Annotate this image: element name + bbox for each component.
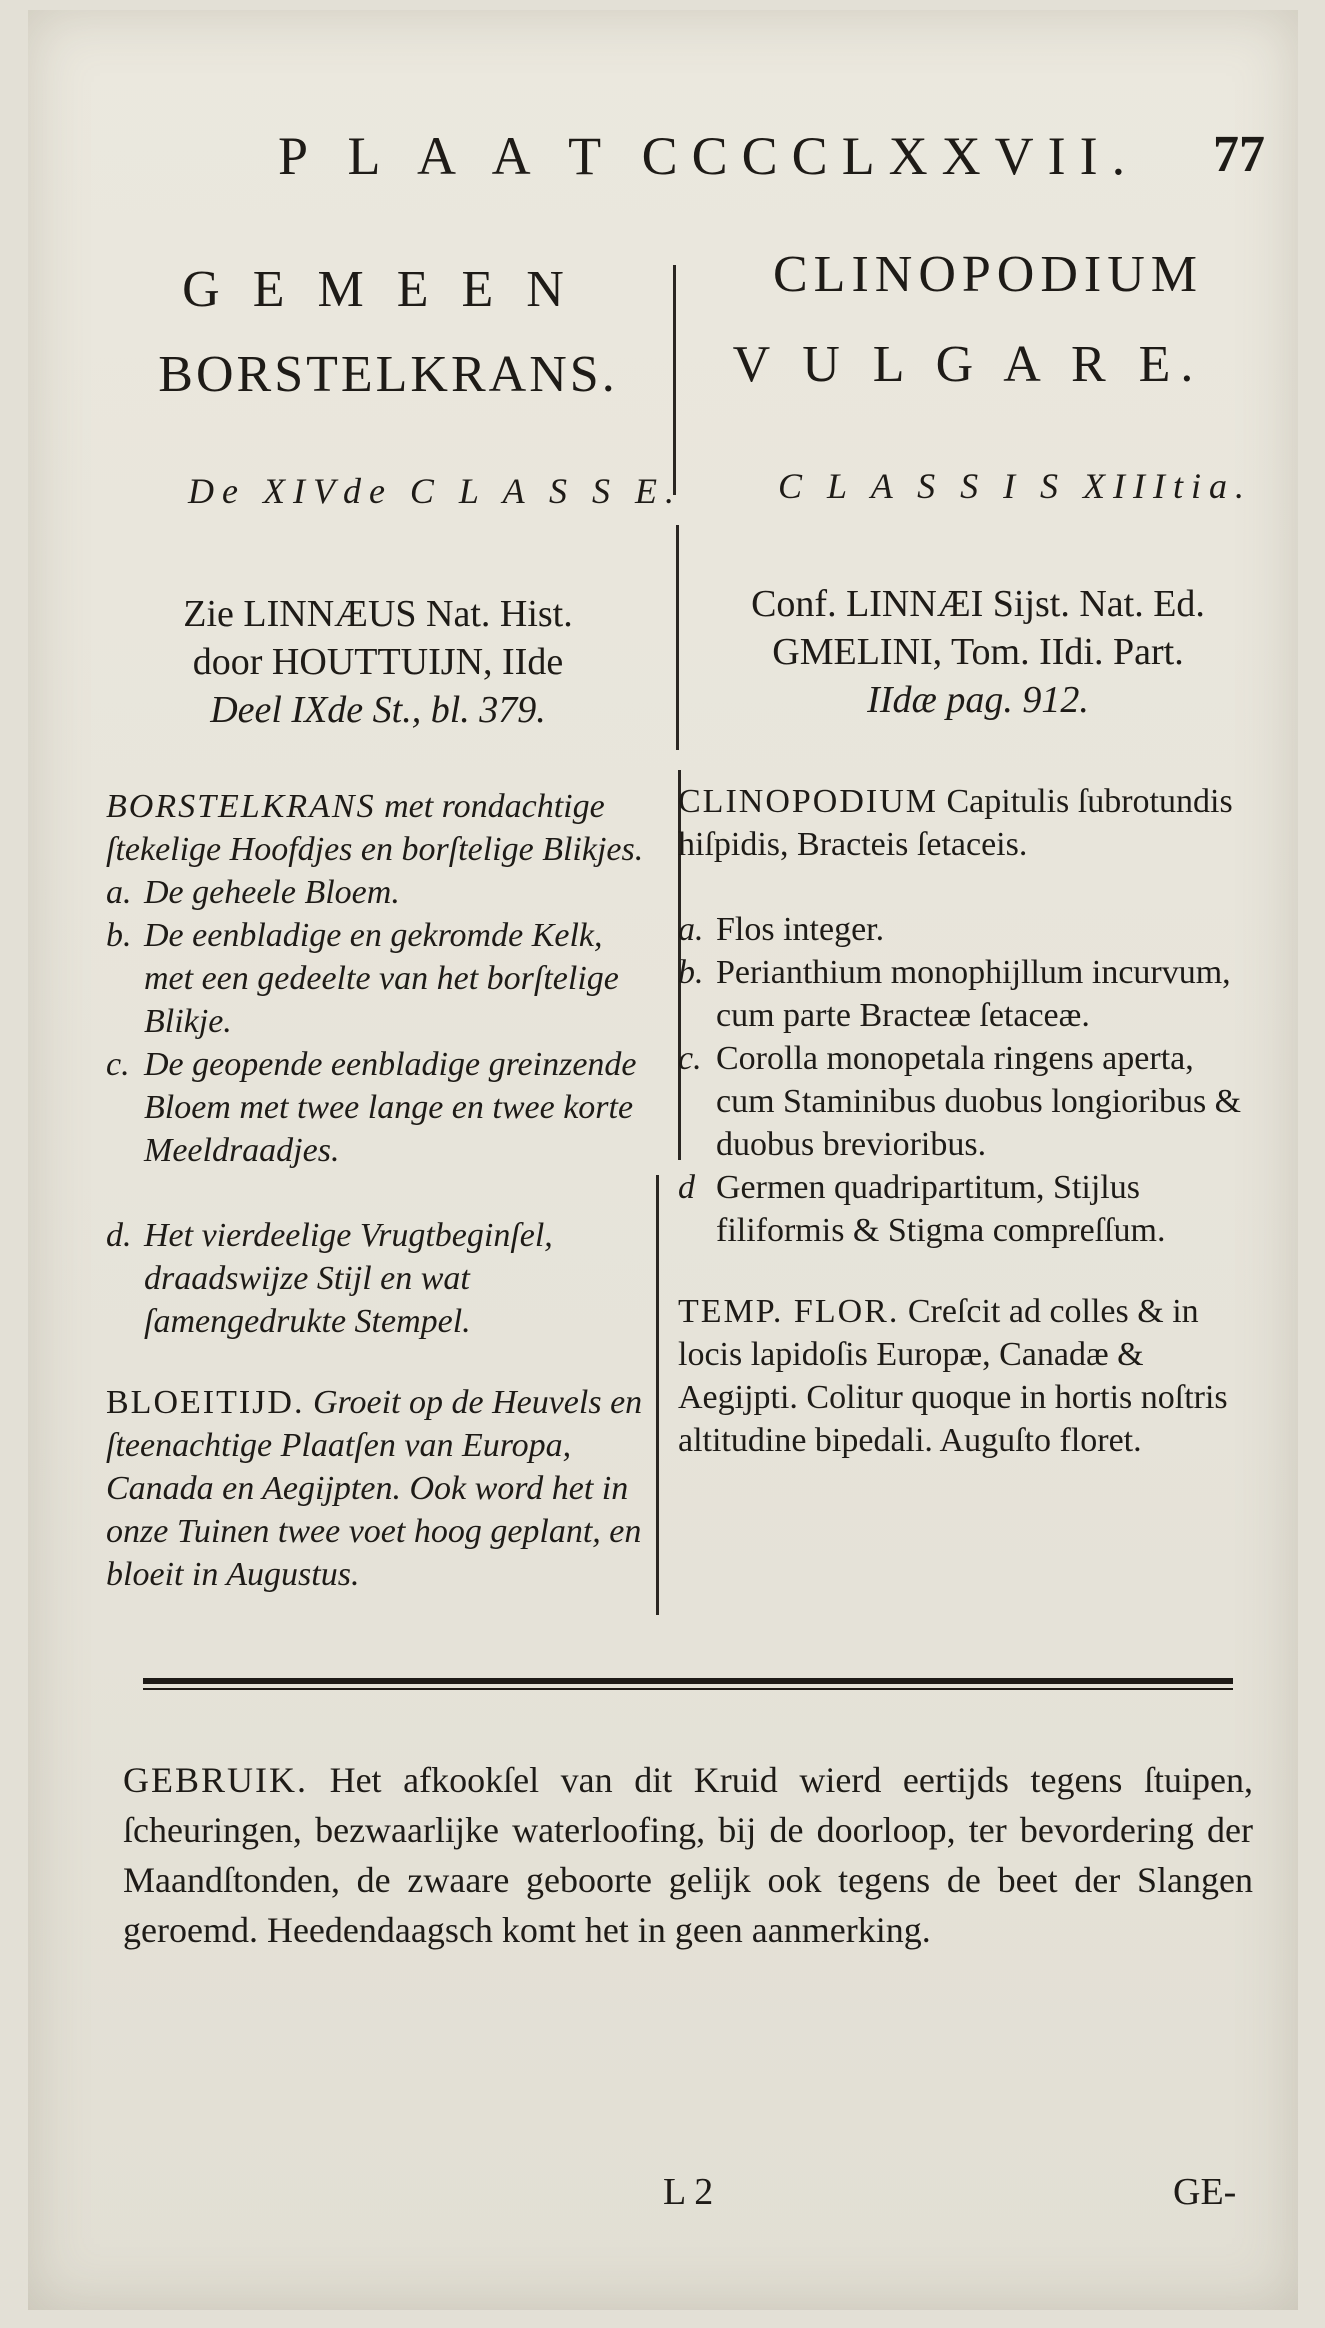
left-bloeitijd: [106, 1381, 651, 1596]
left-description: [106, 785, 651, 1596]
right-item-text: Corolla monopetala ringens aperta, cum Staminibus duobus longioribus & duobus brevioribus.: [716, 1040, 1242, 1163]
right-desc-lead: CLINOPODIUM: [678, 783, 938, 820]
running-title: P L A A T CCCCLXXVII.: [278, 126, 1140, 186]
right-temp-text: Creſcit ad colles & in locis lapidoſis Europæ, Canadæ & Aegijpti. Colitur quoque in hortis noſtris altitudine bipedali. Auguſto floret.: [678, 1293, 1228, 1459]
left-item: [106, 1214, 651, 1343]
catchword: GE-: [1173, 2171, 1237, 2213]
left-diagnosis: [106, 785, 651, 871]
right-ref-line3: IIdæ pag. 912.: [867, 679, 1089, 721]
section-rule: [143, 1678, 1233, 1684]
right-diagnosis: [678, 780, 1248, 866]
usage-paragraph: [123, 1755, 1253, 1955]
right-ref-line1: Conf. LINNÆI Sijst. Nat. Ed.: [751, 583, 1205, 625]
signature-mark: L 2: [663, 2171, 714, 2213]
right-temp-flor: [678, 1290, 1248, 1462]
left-item: [106, 871, 651, 914]
left-item-text: De geopende eenbladige greinzende Bloem met twee lange en twee korte Meeldraadjes.: [144, 1046, 637, 1169]
left-item-label: d.: [106, 1217, 132, 1254]
right-item-label: a.: [678, 911, 704, 948]
left-bloei-lead: BLOEITIJD.: [106, 1384, 305, 1421]
column-rule: [656, 1175, 659, 1615]
left-classe: De XIVde C L A S S E.: [188, 471, 682, 511]
usage-text: Het afkookſel van dit Kruid wierd eertijds tegens ſtuipen, ſcheuringen, bezwaarlijke waterloofing, bij de doorloop, ter bevordering der Maandſtonden, de zwaare geboorte gelijk ook tegens de beet der Slangen geroemd. Heedendaagsch komt het in geen aanmerking.: [123, 1760, 1253, 1950]
left-item-label: a.: [106, 874, 132, 911]
left-ref-line1: Zie LINNÆUS Nat. Hist.: [183, 593, 573, 635]
left-item: [106, 1043, 651, 1172]
right-item-text: Germen quadripartitum, Stijlus filiformis & Stigma compreſſum.: [716, 1169, 1166, 1249]
left-item-text: De geheele Bloem.: [144, 874, 400, 911]
right-reference: [683, 580, 1273, 724]
right-temp-lead: TEMP. FLOR.: [678, 1293, 900, 1330]
right-title-line1: CLINOPODIUM: [773, 246, 1203, 303]
column-rule: [676, 525, 679, 750]
right-title-line2: V U L G A R E.: [732, 336, 1204, 393]
left-ref-line3: Deel IXde St., bl. 379.: [210, 689, 546, 731]
left-item-text: Het vierdeelige Vrugtbeginſel, draadswijze Stijl en wat ſamengedrukte Stempel.: [144, 1217, 553, 1340]
right-item-text: Flos integer.: [716, 911, 885, 948]
left-item: [106, 914, 651, 1043]
right-item-label: c.: [678, 1040, 702, 1077]
usage-lead: GEBRUIK.: [123, 1760, 308, 1800]
section-rule-thin: [143, 1688, 1233, 1690]
right-description: [678, 780, 1248, 1462]
book-page: [28, 10, 1298, 2310]
left-desc-lead: BORSTELKRANS: [106, 788, 376, 825]
right-item-label: d: [678, 1169, 695, 1206]
left-ref-line2: door HOUTTUIJN, IIde: [192, 641, 564, 683]
right-ref-line2: GMELINI, Tom. IIdi. Part.: [772, 631, 1184, 673]
left-item-label: b.: [106, 917, 132, 954]
left-title-line1: G E M E E N: [182, 261, 574, 318]
right-item: [678, 1166, 1248, 1252]
left-item-label: c.: [106, 1046, 130, 1083]
left-bloei-text: Groeit op de Heuvels en ſteenachtige Plaatſen van Europa, Canada en Aegijpten. Ook word het in onze Tuinen twee voet hoog geplant, en bloeit in Augustus.: [106, 1384, 643, 1593]
right-classe: C L A S S I S XIIItia.: [778, 466, 1253, 506]
right-item: [678, 908, 1248, 951]
right-item-text: Perianthium monophijllum incurvum, cum parte Bracteæ ſetaceæ.: [716, 954, 1231, 1034]
page-number: 77: [1213, 126, 1265, 183]
left-item-text: De eenbladige en gekromde Kelk, met een gedeelte van het borſtelige Blikje.: [144, 917, 619, 1040]
left-reference: [108, 590, 648, 734]
right-item: [678, 951, 1248, 1037]
right-desc-text: Capitulis ſubrotundis hiſpidis, Bracteis ſetaceis.: [678, 783, 1233, 863]
left-title-line2: BORSTELKRANS.: [158, 346, 618, 403]
right-item-label: b.: [678, 954, 704, 991]
column-rule: [673, 265, 676, 495]
right-item: [678, 1037, 1248, 1166]
left-desc-text: met rondachtige ſtekelige Hoofdjes en borſtelige Blikjes.: [106, 788, 644, 868]
